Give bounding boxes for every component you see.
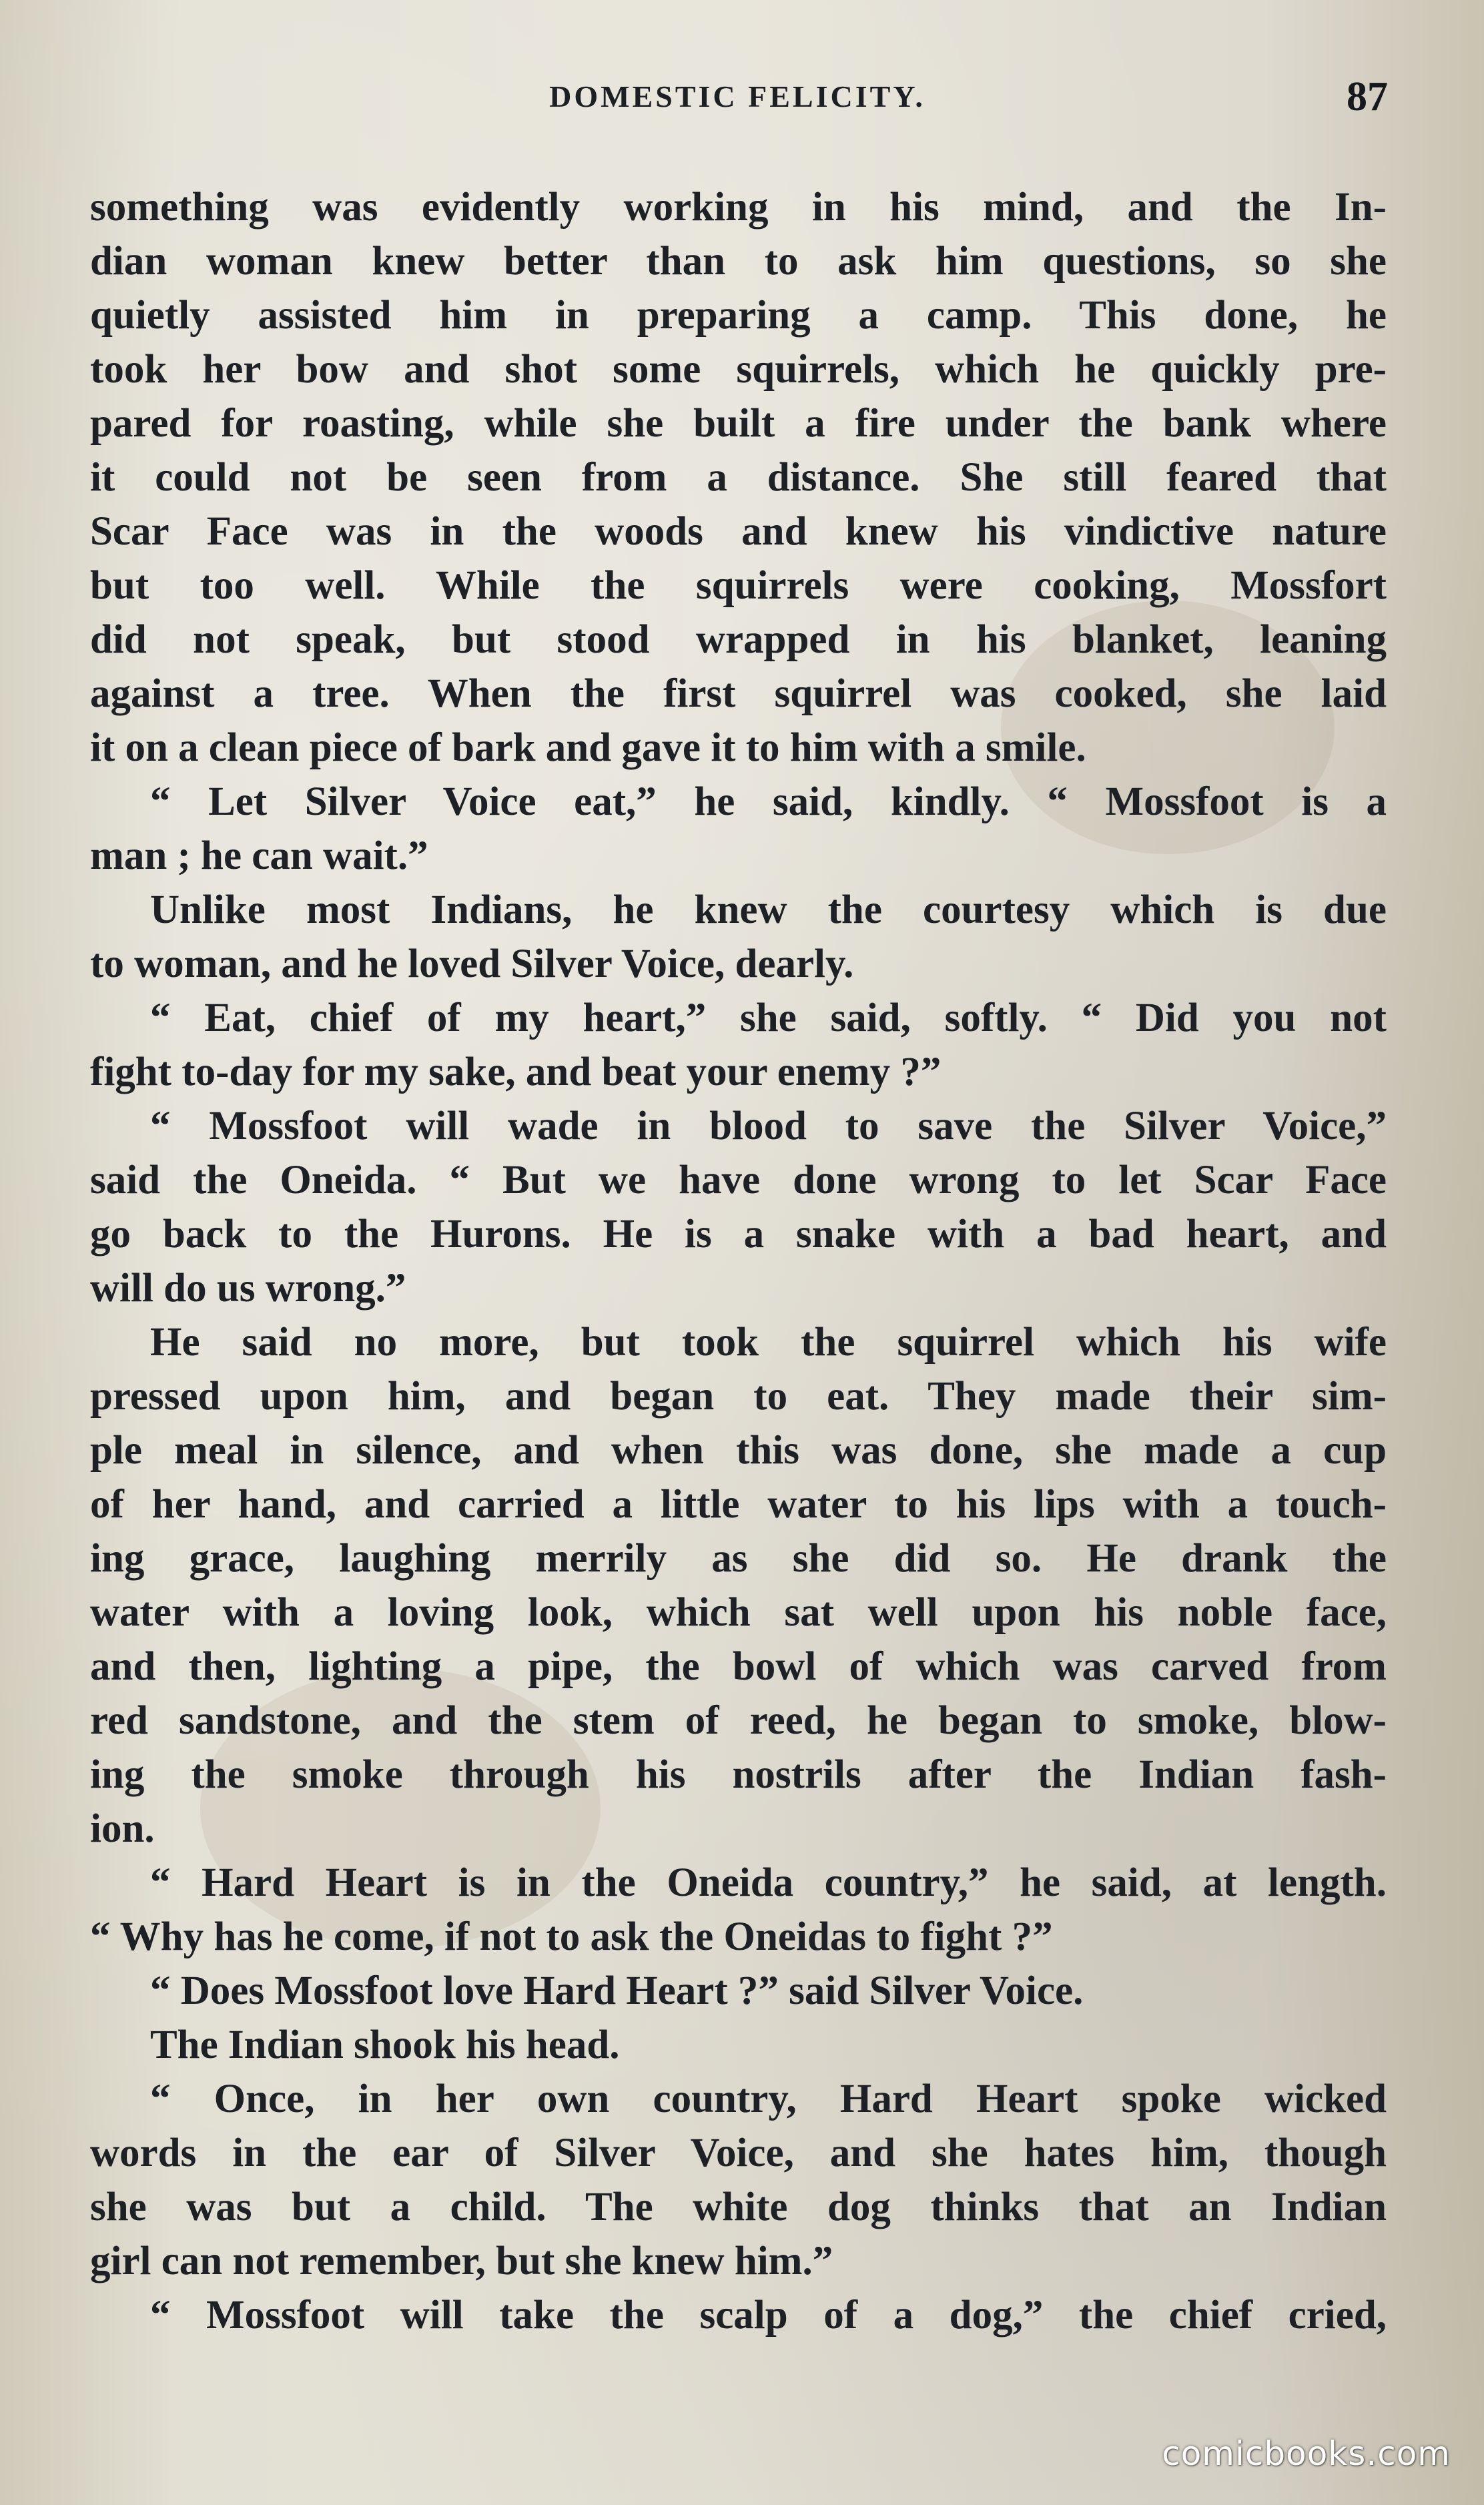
text-line: against a tree. When the first squirrel was cooked, she laid <box>90 671 1387 716</box>
text-line: red sandstone, and the stem of reed, he began to smoke, blow- <box>90 1698 1387 1743</box>
text-line: “ Hard Heart is in the Oneida country,” he said, at length. <box>150 1860 1387 1905</box>
text-line: something was evidently working in his mind, and the In- <box>90 185 1387 230</box>
text-line: ion. <box>90 1806 155 1851</box>
text-line: The Indian shook his head. <box>150 2023 620 2067</box>
text-line: “ Let Silver Voice eat,” he said, kindly. “ Mossfoot is a <box>150 779 1387 824</box>
text-line: man ; he can wait.” <box>90 833 428 878</box>
page-number: 87 <box>1347 74 1388 119</box>
text-line: pressed upon him, and began to eat. They made their sim- <box>90 1374 1387 1419</box>
text-line: Unlike most Indians, he knew the courtesy which is due <box>150 887 1387 932</box>
text-line: He said no more, but took the squirrel which his wife <box>150 1320 1387 1365</box>
text-line: “ Why has he come, if not to ask the Oneidas to fight ?” <box>90 1914 1053 1959</box>
text-line: and then, lighting a pipe, the bowl of which was carved from <box>90 1644 1387 1689</box>
text-line: pared for roasting, while she built a fire under the bank where <box>90 401 1387 446</box>
text-line: said the Oneida. “ But we have done wrong to let Scar Face <box>90 1158 1387 1202</box>
text-line: took her bow and shot some squirrels, which he quickly pre- <box>90 347 1387 392</box>
text-line: go back to the Hurons. He is a snake with a bad heart, and <box>90 1212 1387 1257</box>
text-line: it on a clean piece of bark and gave it to him with a smile. <box>90 725 1086 770</box>
text-line: girl can not remember, but she knew him.” <box>90 2239 833 2283</box>
text-line: ing grace, laughing merrily as she did so. He drank the <box>90 1536 1387 1581</box>
watermark: comicbooks.com <box>1162 2434 1451 2473</box>
text-line: fight to-day for my sake, and beat your enemy ?” <box>90 1050 942 1094</box>
text-line: “ Once, in her own country, Hard Heart spoke wicked <box>150 2077 1387 2121</box>
text-line: it could not be seen from a distance. She still feared that <box>90 455 1387 500</box>
text-line: will do us wrong.” <box>90 1266 406 1311</box>
text-line: water with a loving look, which sat well upon his noble face, <box>90 1590 1387 1635</box>
text-line: words in the ear of Silver Voice, and she hates him, though <box>90 2131 1387 2175</box>
text-line: dian woman knew better than to ask him questions, so she <box>90 239 1387 284</box>
text-line: she was but a child. The white dog thinks that an Indian <box>90 2185 1387 2229</box>
text-line: quietly assisted him in preparing a camp. This done, he <box>90 293 1387 338</box>
text-line: ing the smoke through his nostrils after the Indian fash- <box>90 1752 1387 1797</box>
text-line: “ Does Mossfoot love Hard Heart ?” said Silver Voice. <box>150 1969 1084 2013</box>
text-line: did not speak, but stood wrapped in his blanket, leaning <box>90 617 1387 662</box>
text-line: “ Mossfoot will wade in blood to save the Silver Voice,” <box>150 1104 1387 1148</box>
text-line: to woman, and he loved Silver Voice, dearly. <box>90 942 854 986</box>
body-text <box>90 180 1387 2342</box>
running-head: DOMESTIC FELICITY. <box>549 79 925 113</box>
text-line: “ Eat, chief of my heart,” she said, softly. “ Did you not <box>150 996 1387 1040</box>
text-line: Scar Face was in the woods and knew his vindictive nature <box>90 509 1387 554</box>
text-line: “ Mossfoot will take the scalp of a dog,” the chief cried, <box>150 2293 1387 2338</box>
page-header <box>87 74 1388 132</box>
text-line: but too well. While the squirrels were cooking, Mossfort <box>90 563 1387 608</box>
text-line: ple meal in silence, and when this was done, she made a cup <box>90 1428 1387 1473</box>
text-line: of her hand, and carried a little water to his lips with a touch- <box>90 1482 1387 1527</box>
